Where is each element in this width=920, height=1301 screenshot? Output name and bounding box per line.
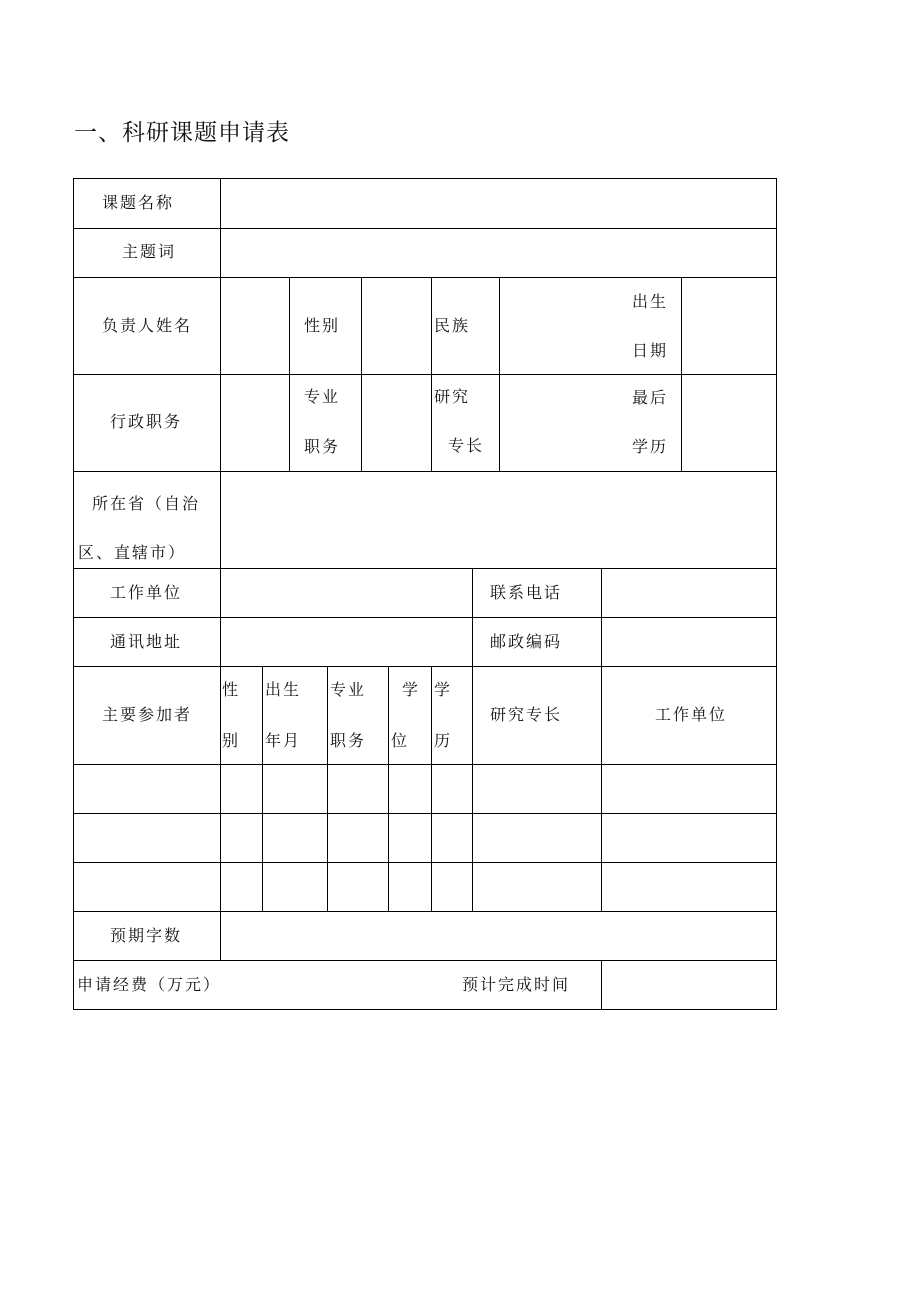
leader-name-label: 负责人姓名 [102,316,193,335]
participant-specialty-header: 研究专长 [490,705,563,724]
participant-education-line2: 历 [434,731,453,750]
highest-education-line2: 学历 [632,437,669,456]
birth-date-label-line2: 日期 [632,341,669,360]
professional-title-line2: 职务 [304,437,341,456]
participant-gender-line1: 性 [222,680,241,699]
professional-title-line1: 专业 [304,387,341,406]
participant-degree-line1: 学 [402,680,421,699]
participant-work-unit-header: 工作单位 [655,705,728,724]
participant-gender-line2: 别 [222,731,241,750]
birth-date-label-line1: 出生 [632,292,669,311]
province-label-line2: 区、直辖市） [78,543,187,562]
completion-time-label: 预计完成时间 [462,975,571,994]
project-name-label: 课题名称 [102,193,175,212]
phone-label: 联系电话 [490,583,563,602]
postcode-label: 邮政编码 [490,632,563,651]
expected-words-label: 预期字数 [110,926,183,945]
participant-birth-line1: 出生 [265,680,302,699]
work-unit-label: 工作单位 [110,583,183,602]
participants-label: 主要参加者 [102,705,193,724]
participant-title-line2: 职务 [330,731,367,750]
research-specialty-line1: 研究 [434,387,471,406]
participant-education-line1: 学 [434,680,453,699]
page-title: 一、科研课题申请表 [74,120,290,146]
participant-birth-line2: 年月 [265,731,302,750]
ethnicity-label: 民族 [434,316,471,335]
participant-degree-line2: 位 [391,731,410,750]
admin-position-label: 行政职务 [110,412,183,431]
gender-label: 性别 [304,316,341,335]
participant-title-line1: 专业 [330,680,367,699]
research-specialty-line2: 专长 [448,436,485,455]
province-label-line1: 所在省（自治 [92,494,201,513]
address-label: 通讯地址 [110,632,183,651]
highest-education-line1: 最后 [632,388,669,407]
keywords-label: 主题词 [122,242,177,261]
funding-label: 申请经费（万元） [77,975,222,994]
